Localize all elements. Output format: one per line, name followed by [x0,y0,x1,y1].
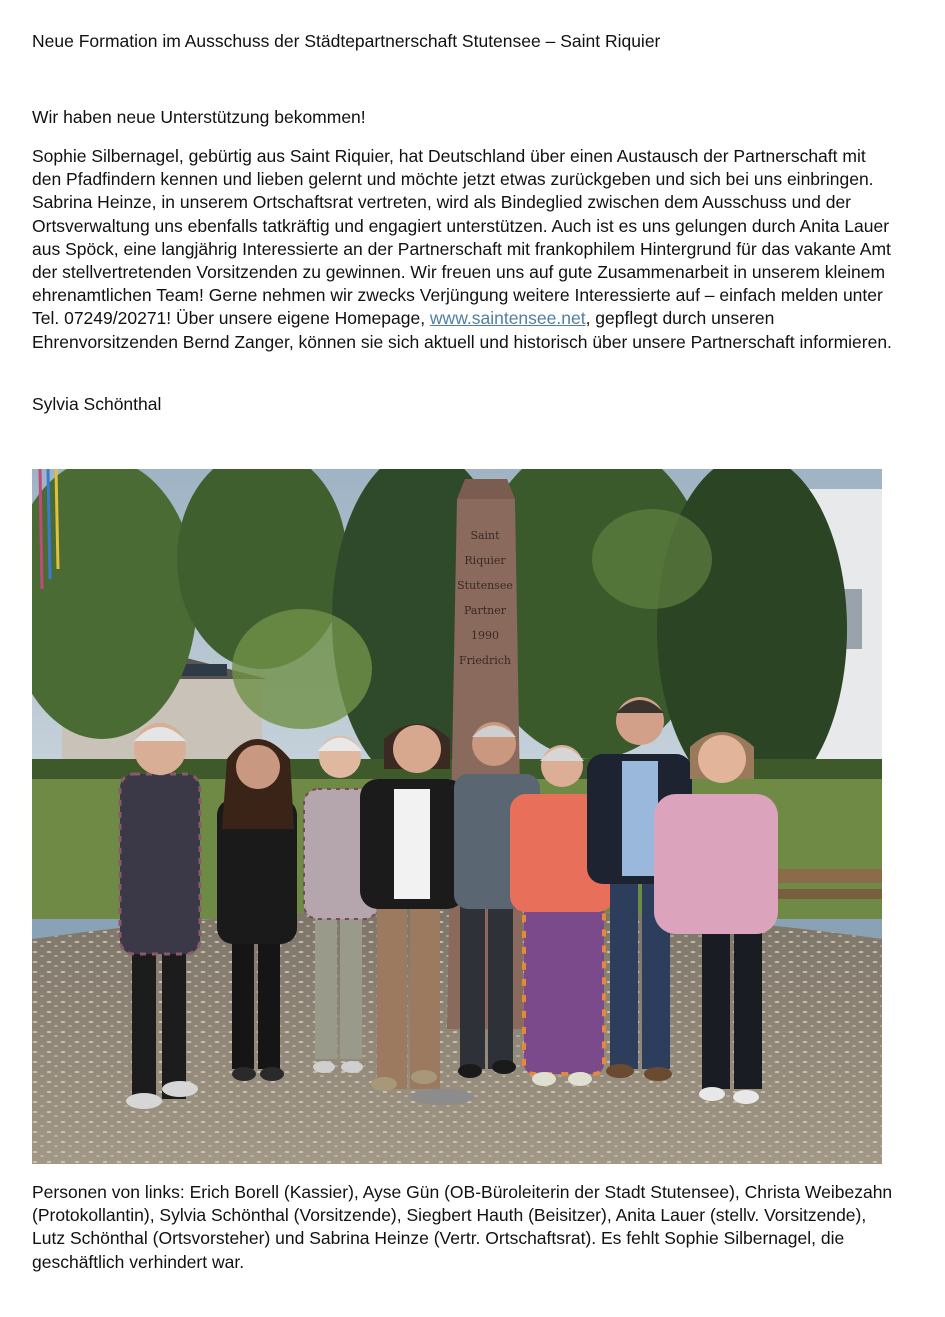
body-text-part-2: , gepflegt durch unseren Ehrenvorsitzenden Bernd Zanger, können sie sich aktuell und historisch über unsere Partnerschaft informieren. [32,308,892,352]
wooden-rail [777,869,882,883]
inscription-line: Stutensee [457,579,513,592]
tree-highlight [232,609,372,729]
inscription-line: Riquier [464,554,506,567]
article-body [32,145,892,354]
author-signature: Sylvia Schönthal [32,394,162,414]
intro-line: Wir haben neue Unterstützung bekommen! [32,107,366,127]
inscription-line: Friedrich [459,654,511,667]
photo-caption: Personen von links: Erich Borell (Kassier), Ayse Gün (OB-Büroleiterin der Stadt Stutensee), Christa Weibezahn (Protokollantin), Sylvia Schönthal (Vorsitzende), Siegbert Hauth (Beisitzer), Anita Lauer (stellv. Vorsitzende), Lutz Schönthal (Ortsvorsteher) und Sabrina Heinze (Vertr. Ortschaftsrat). Es fehlt Sophie Silbernagel, die geschäftlich verhindert war. [32,1182,893,1272]
inscription-line: Saint [470,529,500,542]
tree-highlight-2 [592,509,712,609]
inscription-line: 1990 [471,629,499,642]
inscription-line: Partner [464,604,506,617]
wooden-rail-2 [777,889,882,899]
group-photo [32,469,882,1164]
body-text-part-1: Sophie Silbernagel, gebürtig aus Saint Riquier, hat Deutschland über einen Austausch der Partnerschaft mit den Pfadfindern kennen und lieben gelernt und möchte jetzt etwas zurückgeben und sich bei uns einbringen. Sabrina Heinze, in unserem Ortschaftsrat vertreten, wird als Bindeglied zwischen dem Ausschuss und der Ortsverwaltung uns ebenfalls tatkräftig und engagiert unterstützen. Auch ist es uns gelungen durch Anita Lauer aus Spöck, eine langjährig Interessierte an der Partnerschaft mit frankophilem Hintergrund für das vakante Amt der stellvertretenden Vorsitzenden zu gewinnen. Wir freuen uns auf gute Zusammenarbeit in unserem kleinem ehrenamtlichen Team! Gerne nehmen wir zwecks Verjüngung weitere Interessierte auf – einfach melden unter Tel. 07249/20271! Über unsere eigene Homepage, [32,146,891,329]
article-title: Neue Formation im Ausschuss der Städtepartnerschaft Stutensee – Saint Riquier [32,31,661,51]
homepage-link[interactable]: www.saintensee.net [429,308,586,329]
